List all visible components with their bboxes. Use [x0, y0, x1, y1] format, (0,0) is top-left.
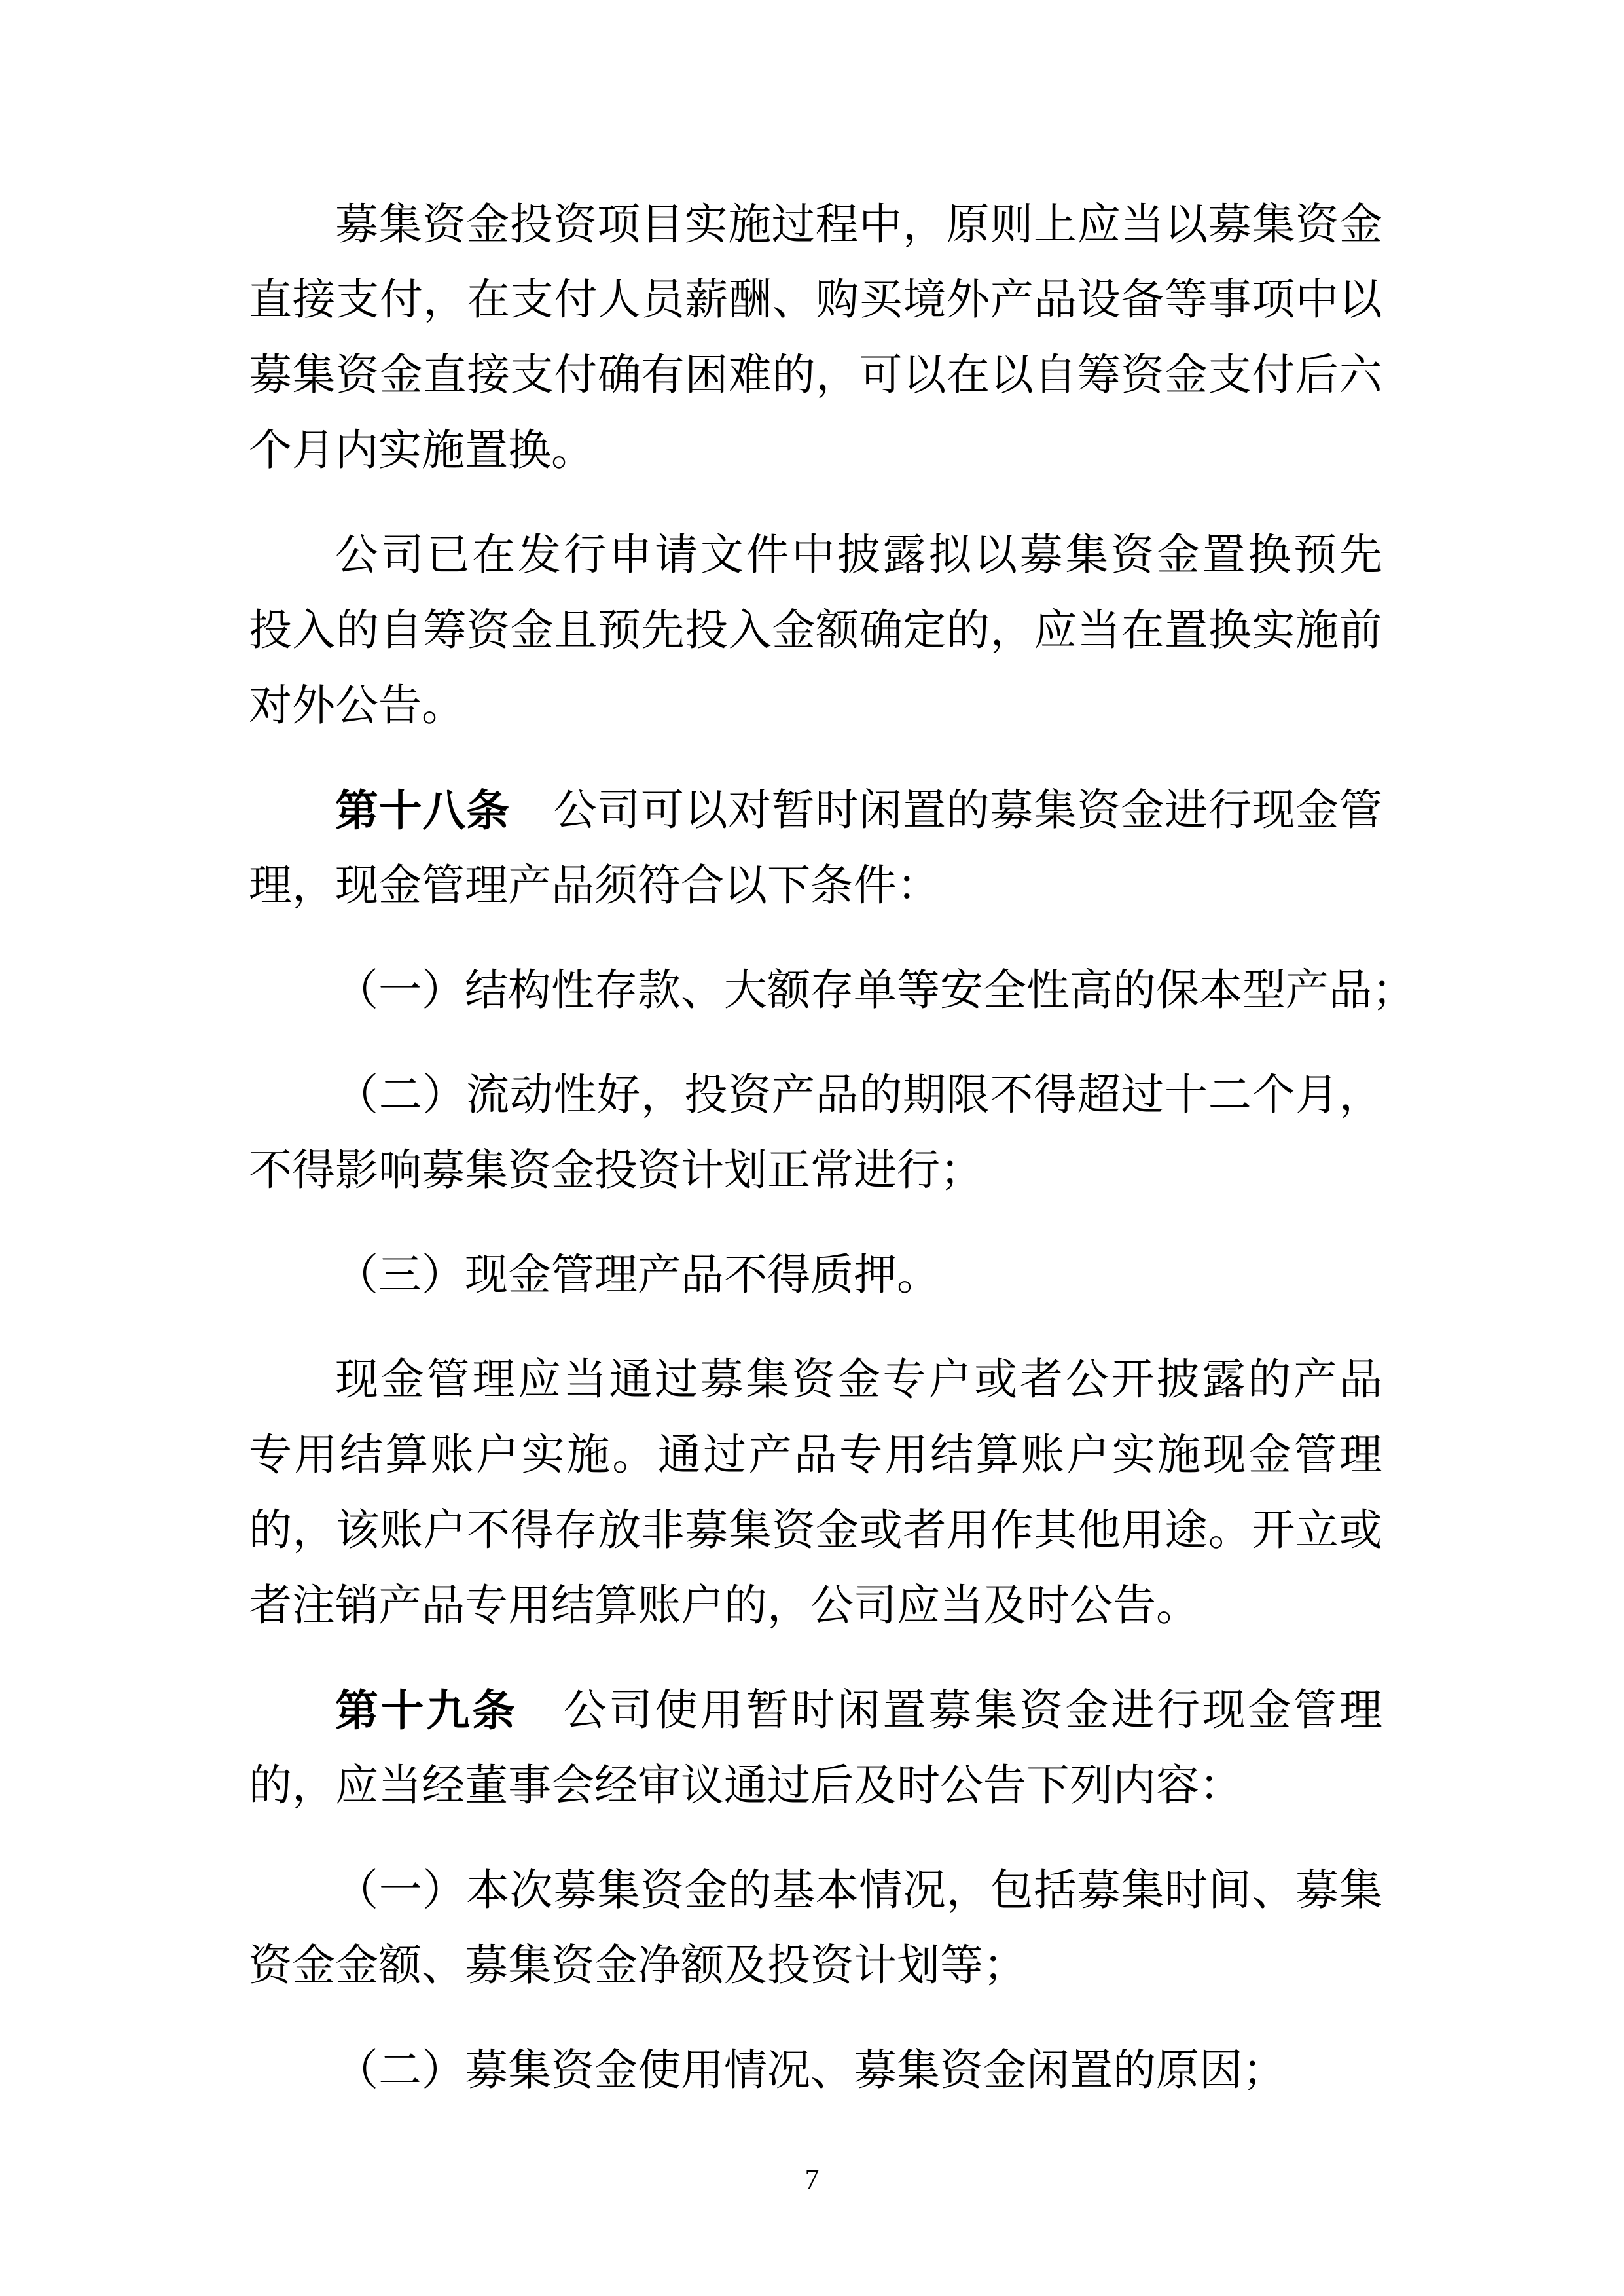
paragraph [249, 518, 1382, 744]
paragraph [249, 1238, 1382, 1313]
text-block [249, 187, 1415, 2108]
text-line: （ 一 ） 结 构 性 存 款 、 大 额 存 单 等 安 全 性 高 的 保 本 型 产 品 ； [335, 967, 1415, 1014]
paragraph [249, 953, 1415, 1028]
paragraph [249, 187, 1382, 488]
text-line: （ 二 ） 流 动 性 好 ， 投 资 产 品 的 期 限 不 得 超 过 十 二 个 月 ， [335, 1071, 1382, 1119]
text-line: 投 入 的 自 筹 资 金 且 预 先 投 入 金 额 确 定 的 ， 应 当 在 置 换 实 施 前 [249, 607, 1382, 655]
paragraph [249, 1673, 1382, 1823]
paragraph [249, 1058, 1382, 1208]
text-line: 对外公告。 [249, 682, 465, 730]
text-line: 直 接 支 付 ， 在 支 付 人 员 薪 酬 、 购 买 境 外 产 品 设 备 等 事 项 中 以 [249, 276, 1382, 324]
paragraph [249, 773, 1382, 924]
text-line: 不得影响募集资金投资计划正常进行； [249, 1147, 983, 1194]
text-line: 的，应当经董事会经审议通过后及时公告下列内容： [249, 1762, 1242, 1810]
text-line: 募 集 资 金 直 接 支 付 确 有 困 难 的 ， 可 以 在 以 自 筹 资 金 支 付 后 六 [249, 351, 1382, 399]
text-line: 个月内实施置换。 [249, 427, 594, 475]
text-line: 者注销产品专用结算账户的，公司应当及时公告。 [249, 1582, 1199, 1630]
page-number: 7 [804, 2163, 820, 2195]
text-line: （三）现金管理产品不得质押。 [335, 1251, 940, 1299]
paragraph [249, 1342, 1382, 1643]
text-line: 理，现金管理产品须符合以下条件： [249, 862, 940, 910]
paragraph [249, 2033, 1382, 2108]
text-line: 募 集 资 金 投 资 项 目 实 施 过 程 中 ， 原 则 上 应 当 以 募 集 资 金 [335, 201, 1382, 249]
paragraph [249, 1853, 1382, 2003]
text-line: 公 司 已 在 发 行 申 请 文 件 中 披 露 拟 以 募 集 资 金 置 换 预 先 [335, 531, 1382, 579]
text-line: 的 ， 该 账 户 不 得 存 放 非 募 集 资 金 或 者 用 作 其 他 用 途 。 开 立 或 [249, 1507, 1382, 1554]
text-line: （ 一 ） 本 次 募 集 资 金 的 基 本 情 况 ， 包 括 募 集 时 间 、 募 集 [335, 1867, 1382, 1914]
text-line: 资金金额、募集资金净额及投资计划等； [249, 1942, 1026, 1990]
text-line: 专 用 结 算 账 户 实 施 。 通 过 产 品 专 用 结 算 账 户 实 施 现 金 管 理 [249, 1431, 1382, 1479]
text-line-article-heading: 第 十 八 条 公 司 可 以 对 暂 时 闲 置 的 募 集 资 金 进 行 现 金 管 [335, 786, 1382, 834]
text-line-article-heading: 第 十 九 条 公 司 使 用 暂 时 闲 置 募 集 资 金 进 行 现 金 管 理 [335, 1686, 1382, 1734]
text-line: 现 金 管 理 应 当 通 过 募 集 资 金 专 户 或 者 公 开 披 露 的 产 品 [335, 1356, 1382, 1404]
text-line: （二）募集资金使用情况、募集资金闲置的原因； [335, 2047, 1286, 2094]
